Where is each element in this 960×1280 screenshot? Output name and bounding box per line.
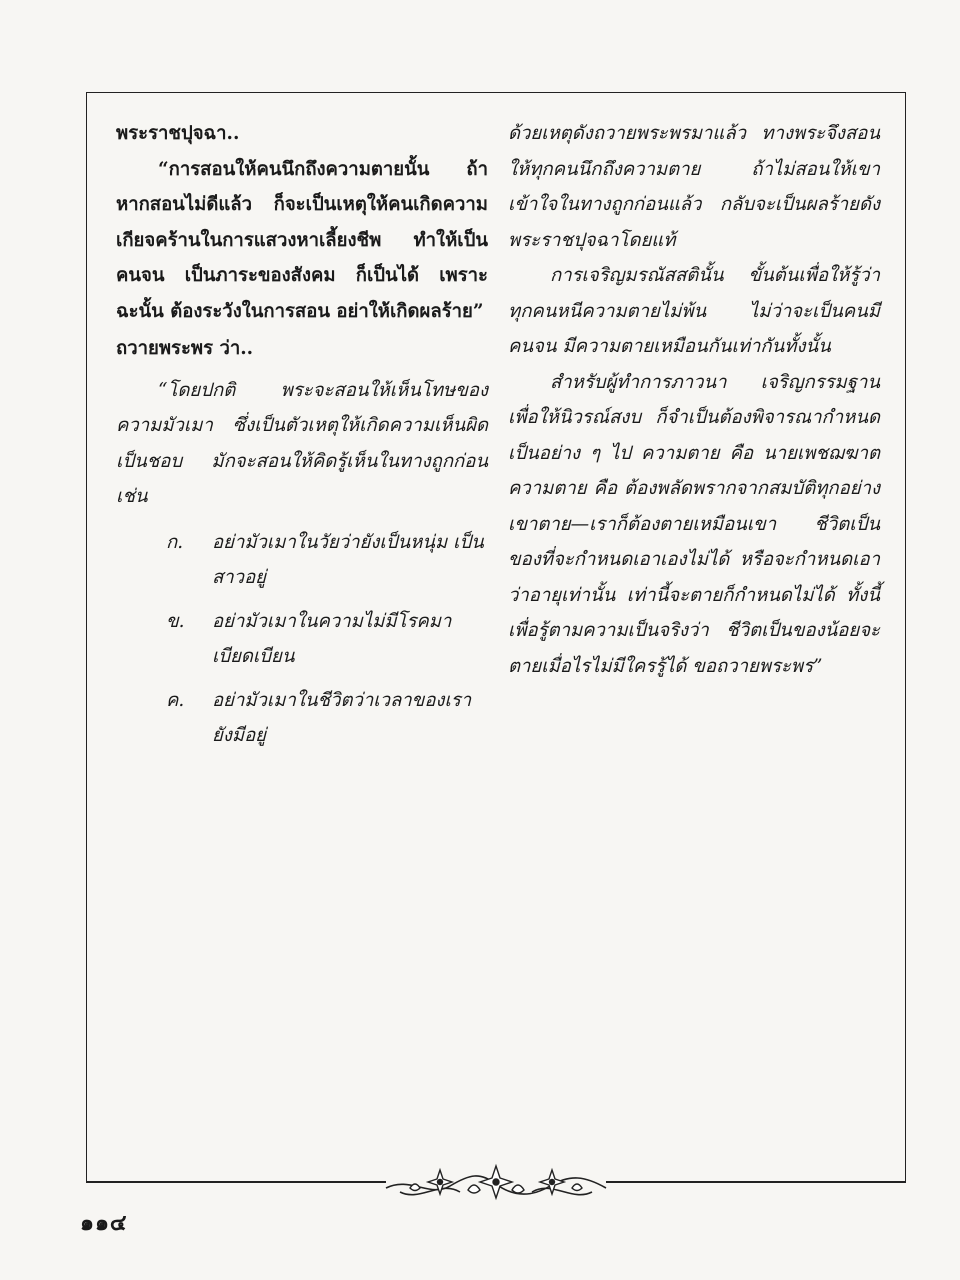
- right-column: [508, 116, 880, 684]
- floral-divider-icon: [380, 1158, 612, 1208]
- right-paragraph-1: ด้วยเหตุดังถวายพระพรมาแล้ว ทางพระจึงสอนให้ทุกคนนึกถึงความตาย ถ้าไม่สอนให้เขาเข้าใจในทางถูกก่อนแล้ว กลับจะเป็นผลร้ายดังพระราชปุจฉาโดยแท้: [508, 123, 880, 251]
- list-item: [116, 604, 488, 675]
- answer-heading: ถวายพระพร ว่า..: [116, 338, 254, 359]
- list-item: [116, 683, 488, 754]
- page-number: ๑๑๔: [80, 1210, 128, 1236]
- right-paragraph-2: การเจริญมรณัสสตินั้น ขั้นต้นเพื่อให้รู้ว่า ทุกคนหนีความตายไม่พ้น ไม่ว่าจะเป็นคนมีคนจน มีความตายเหมือนกันเท่ากันทั้งนั้น: [508, 265, 880, 357]
- list-item-text: อย่ามัวเมาในชีวิตว่าเวลาของเรา ยังมีอยู่: [212, 689, 472, 746]
- left-column: [116, 116, 488, 754]
- answer-text: “โดยปกติ พระจะสอนให้เห็นโทษของความมัวเมา ซึ่งเป็นตัวเหตุให้เกิดความเห็นผิดเป็นชอบ มักจะสอนให้คิดรู้เห็นในทางถูกก่อน เช่น: [116, 379, 488, 507]
- list-item-marker: ก.: [166, 531, 184, 553]
- list-item-marker: ค.: [166, 689, 185, 711]
- frame-bottom-line-left: [86, 1181, 386, 1183]
- royal-question-text: “การสอนให้คนนึกถึงความตายนั้น ถ้าหากสอนไม่ดีแล้ว ก็จะเป็นเหตุให้คนเกิดความเกียจคร้านในการแสวงหาเลี้ยงชีพ ทำให้เป็นคนจน เป็นภาระของสังคม ก็เป็นได้ เพราะฉะนั้น ต้องระวังในการสอน อย่าให้เกิดผลร้าย”: [116, 158, 488, 322]
- frame-bottom-line-right: [606, 1181, 906, 1183]
- list-item: [116, 525, 488, 596]
- right-paragraph-3: สำหรับผู้ทำการภาวนา เจริญกรรมฐานเพื่อให้นิวรณ์สงบ ก็จำเป็นต้องพิจารณากำหนดเป็นอย่าง ๆ ไป ความตาย คือ นายเพชฌฆาต ความตาย คือ ต้องพลัดพรากจากสมบัติทุกอย่าง เขาตาย—เราก็ต้องตายเหมือนเขา ชีวิตเป็นของที่จะกำหนดเอาเองไม่ได้ หรือจะกำหนดเอาว่าอายุเท่านั้น เท่านี้จะตายก็กำหนดไม่ได้ ทั้งนี้ เพื่อรู้ตามความเป็นจริงว่า ชีวิตเป็นของน้อยจะตายเมื่อไรไม่มีใครรู้ได้ ขอถวายพระพร”: [508, 371, 880, 677]
- list-item-text: อย่ามัวเมาในวัยว่ายังเป็นหนุ่ม เป็นสาวอยู่: [212, 531, 484, 588]
- list-item-text: อย่ามัวเมาในความไม่มีโรคมา เบียดเบียน: [212, 610, 452, 667]
- royal-question-heading: พระราชปุจฉา..: [116, 123, 240, 144]
- list-item-marker: ข.: [166, 610, 185, 632]
